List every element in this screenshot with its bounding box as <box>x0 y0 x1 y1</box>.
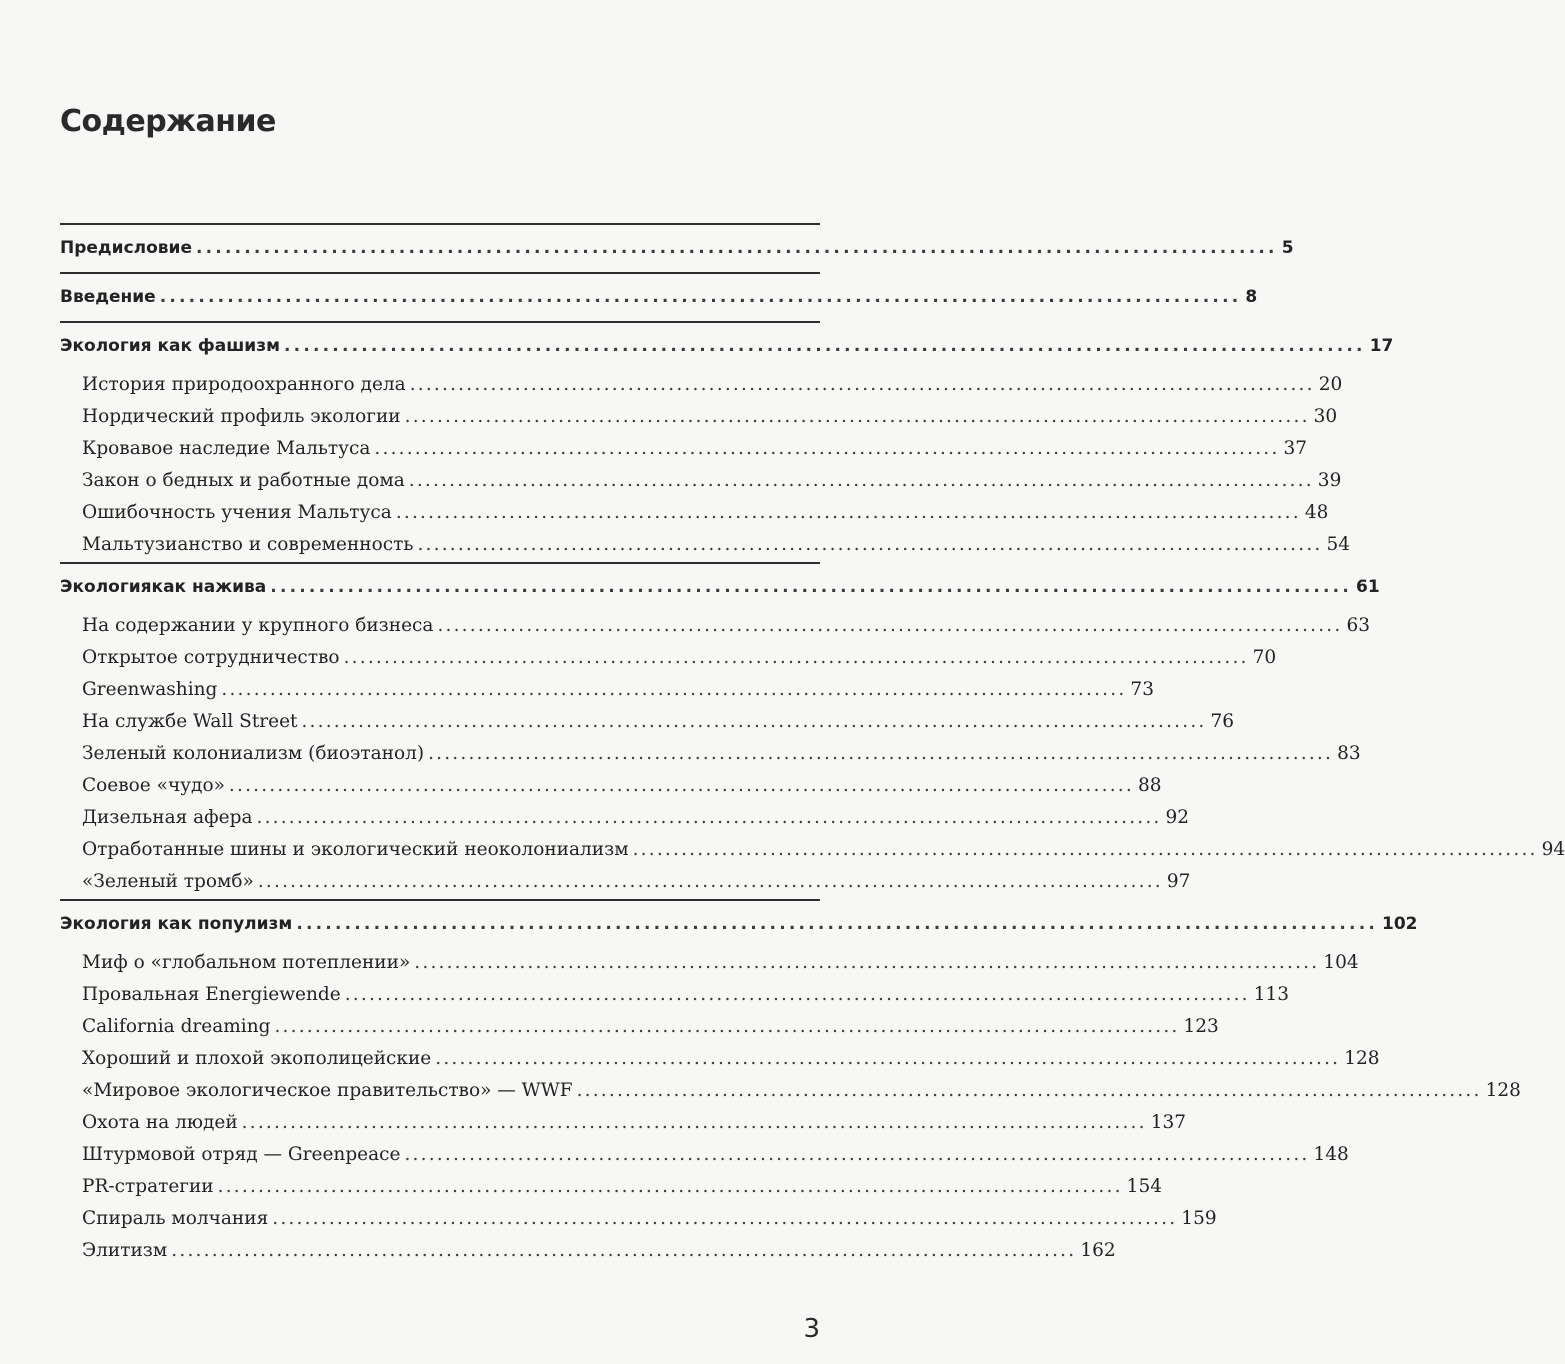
dot-leader: ................................................................................................................ <box>632 839 1538 860</box>
section-title: California dreaming <box>82 1016 271 1037</box>
page-title: Содержание <box>60 104 276 139</box>
divider-rule <box>60 899 820 901</box>
dot-leader: ................................................................................................................ <box>284 336 1366 356</box>
section-title: Мальтузианство и современность <box>82 534 414 555</box>
dot-leader: ................................................................................................................ <box>257 871 1163 892</box>
table-of-contents <box>60 222 1565 1267</box>
section-title: Закон о бедных и работные дома <box>82 470 405 491</box>
dot-leader: ................................................................................................................ <box>301 711 1207 732</box>
dot-leader: ................................................................................................................ <box>256 807 1162 828</box>
page-ref: 154 <box>1126 1176 1162 1197</box>
toc-section-entry <box>60 465 1342 497</box>
toc-chapter-entry <box>60 565 1380 610</box>
dot-leader: ................................................................................................................ <box>195 238 1278 258</box>
page-ref: 30 <box>1313 406 1338 427</box>
section-title: «Зеленый тромб» <box>82 871 254 892</box>
divider-rule <box>60 562 820 564</box>
toc-part <box>60 565 1565 898</box>
divider-rule <box>60 272 820 274</box>
section-title: Штурмовой отряд — Greenpeace <box>82 1144 401 1165</box>
dot-leader: ................................................................................................................ <box>576 1080 1482 1101</box>
dot-leader: ................................................................................................................ <box>408 470 1314 491</box>
page-ref: 162 <box>1080 1240 1116 1261</box>
toc-section-entry <box>60 1203 1217 1235</box>
page-ref: 88 <box>1137 775 1162 796</box>
toc-section-entry <box>60 1107 1186 1139</box>
section-title: Зеленый колониализм (биоэтанол) <box>82 743 425 764</box>
page-ref: 104 <box>1323 952 1359 973</box>
page-ref: 5 <box>1281 238 1294 258</box>
dot-leader: ................................................................................................................ <box>374 438 1280 459</box>
toc-section-entry <box>60 834 1565 866</box>
toc-chapter-entry <box>60 324 1394 369</box>
page-ref: 48 <box>1304 502 1329 523</box>
page-ref: 17 <box>1369 336 1394 356</box>
page-ref: 128 <box>1485 1080 1521 1101</box>
dot-leader: ................................................................................................................ <box>404 406 1310 427</box>
section-title: «Мировое экологическое правительство» — WWF <box>82 1080 573 1101</box>
toc-section-entry <box>60 706 1235 738</box>
section-title: Дизельная афера <box>82 807 253 828</box>
toc-section-entry <box>60 738 1361 770</box>
toc-section-entry <box>60 642 1277 674</box>
dot-leader: ................................................................................................................ <box>228 775 1134 796</box>
page-ref: 70 <box>1252 647 1277 668</box>
page-ref: 123 <box>1183 1016 1219 1037</box>
section-title: Провальная Energiewende <box>82 984 341 1005</box>
page-ref: 37 <box>1283 438 1307 459</box>
toc-section-entry <box>60 1043 1380 1075</box>
dot-leader: ................................................................................................................ <box>395 502 1301 523</box>
dot-leader: ................................................................................................................ <box>296 914 1379 934</box>
page-ref: 148 <box>1313 1144 1349 1165</box>
toc-section-entry <box>60 770 1162 802</box>
section-title: Охота на людей <box>82 1112 238 1133</box>
page-ref: 159 <box>1181 1208 1217 1229</box>
toc-section-entry <box>60 866 1191 898</box>
chapter-title: Экология как популизм <box>60 914 293 934</box>
page-ref: 61 <box>1355 577 1380 597</box>
toc-section-entry <box>60 802 1190 834</box>
page-number: 3 <box>803 1314 820 1344</box>
divider-rule <box>60 321 820 323</box>
page-ref: 73 <box>1130 679 1154 700</box>
divider-rule <box>60 223 820 225</box>
page-ref: 97 <box>1166 871 1191 892</box>
section-title: Хороший и плохой экополицейские <box>82 1048 432 1069</box>
toc-section-entry <box>60 1075 1521 1107</box>
chapter-title: Предисловие <box>60 238 192 258</box>
page-ref: 113 <box>1253 984 1290 1005</box>
toc-section-entry <box>60 1171 1162 1203</box>
page-ref: 63 <box>1346 615 1371 636</box>
toc-section-entry <box>60 1139 1349 1171</box>
dot-leader: ................................................................................................................ <box>221 679 1127 700</box>
dot-leader: ................................................................................................................ <box>270 577 1352 597</box>
dot-leader: ................................................................................................................ <box>171 1240 1077 1261</box>
dot-leader: ................................................................................................................ <box>435 1048 1341 1069</box>
section-title: История природоохранного дела <box>82 374 406 395</box>
dot-leader: ................................................................................................................ <box>414 952 1320 973</box>
toc-part <box>60 226 1294 271</box>
section-title: Соевое «чудо» <box>82 775 225 796</box>
section-title: Элитизм <box>82 1240 168 1261</box>
dot-leader: ................................................................................................................ <box>404 1144 1310 1165</box>
toc-section-entry <box>60 610 1371 642</box>
page-ref: 20 <box>1318 374 1343 395</box>
page-ref: 83 <box>1337 743 1361 764</box>
toc-section-entry <box>60 979 1290 1011</box>
dot-leader: ................................................................................................................ <box>272 1208 1178 1229</box>
toc-part <box>60 324 1394 561</box>
dot-leader: ................................................................................................................ <box>343 647 1249 668</box>
toc-section-entry <box>60 369 1343 401</box>
toc-section-entry <box>60 433 1307 465</box>
toc-chapter-entry <box>60 902 1418 947</box>
page-ref: 102 <box>1382 914 1418 934</box>
toc-section-entry <box>60 497 1329 529</box>
toc-section-entry <box>60 947 1359 979</box>
toc-section-entry <box>60 401 1338 433</box>
dot-leader: ................................................................................................................ <box>428 743 1334 764</box>
section-title: Greenwashing <box>82 679 218 700</box>
chapter-title: Экологиякак нажива <box>60 577 267 597</box>
section-title: Кровавое наследие Мальтуса <box>82 438 371 459</box>
page-ref: 8 <box>1245 287 1258 307</box>
toc-chapter-entry <box>60 226 1294 271</box>
dot-leader: ................................................................................................................ <box>241 1112 1147 1133</box>
toc-part <box>60 275 1258 320</box>
section-title: Нордический профиль экологии <box>82 406 401 427</box>
section-title: На содержании у крупного бизнеса <box>82 615 434 636</box>
dot-leader: ................................................................................................................ <box>437 615 1343 636</box>
dot-leader: ................................................................................................................ <box>274 1016 1180 1037</box>
section-title: Миф о «глобальном потеплении» <box>82 952 411 973</box>
page-ref: 128 <box>1344 1048 1380 1069</box>
toc-part <box>60 902 1521 1267</box>
section-title: На службе Wall Street <box>82 711 298 732</box>
page-ref: 39 <box>1317 470 1342 491</box>
chapter-title: Экология как фашизм <box>60 336 280 356</box>
toc-section-entry <box>60 1011 1219 1043</box>
section-title: Открытое сотрудничество <box>82 647 340 668</box>
dot-leader: ................................................................................................................ <box>417 534 1323 555</box>
chapter-title: Введение <box>60 287 156 307</box>
toc-section-entry <box>60 1235 1116 1267</box>
dot-leader: ................................................................................................................ <box>217 1176 1123 1197</box>
section-title: Спираль молчания <box>82 1208 269 1229</box>
page-ref: 76 <box>1210 711 1235 732</box>
section-title: PR-стратегии <box>82 1176 214 1197</box>
section-title: Ошибочность учения Мальтуса <box>82 502 392 523</box>
dot-leader: ................................................................................................................ <box>344 984 1250 1005</box>
toc-section-entry <box>60 674 1154 706</box>
section-title: Отработанные шины и экологический неоколониализм <box>82 839 629 860</box>
page-ref: 92 <box>1165 807 1190 828</box>
page-ref: 94 <box>1541 839 1565 860</box>
toc-chapter-entry <box>60 275 1258 320</box>
dot-leader: ................................................................................................................ <box>159 287 1242 307</box>
toc-section-entry <box>60 529 1351 561</box>
dot-leader: ................................................................................................................ <box>409 374 1315 395</box>
page-ref: 54 <box>1326 534 1351 555</box>
page-ref: 137 <box>1150 1112 1186 1133</box>
